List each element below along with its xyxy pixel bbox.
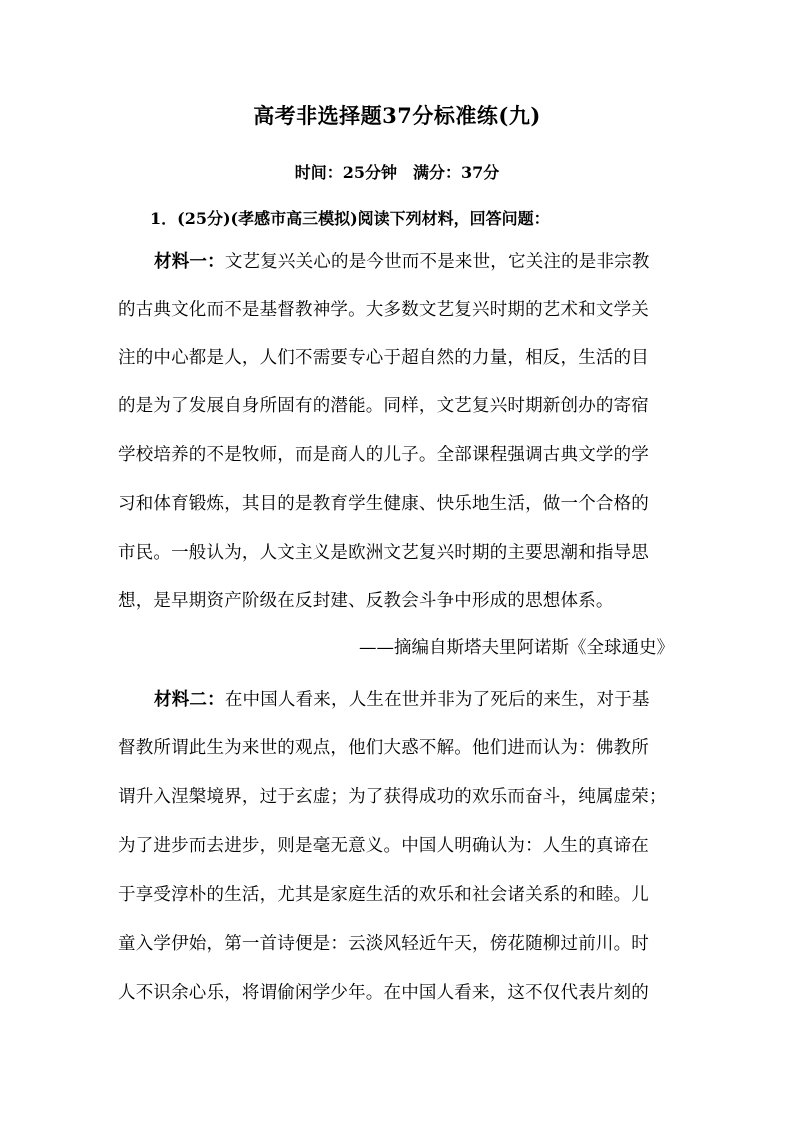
material1-source: ——摘编自斯塔夫里阿诺斯《全球通史》 bbox=[359, 638, 674, 658]
material1-label: 材料一： bbox=[154, 252, 225, 272]
material2-line-7: 人不识余心乐，将谓偷闲学少年。在中国人看来，这不仅代表片刻的 bbox=[118, 983, 649, 1003]
material2-line-6: 童入学伊始，第一首诗便是：云淡风轻近午天，傍花随柳过前川。时 bbox=[118, 934, 649, 954]
material2-text: 在中国人看来，人生在世并非为了死后的来生，对于基 bbox=[224, 690, 650, 710]
material1-line-6: 习和体育锻炼，其目的是教育学生健康、快乐地生活，做一个合格的 bbox=[118, 494, 649, 514]
material1-line-3: 注的中心都是人，人们不需要专心于超自然的力量，相反，生活的目 bbox=[118, 348, 649, 368]
page-title: 高考非选择题37分标准练(九) bbox=[253, 103, 541, 128]
material2-label: 材料二： bbox=[154, 690, 225, 710]
question-header: 1．(25分)(孝感市高三模拟)阅读下列材料，回答问题： bbox=[150, 209, 550, 228]
material1-text: 文艺复兴关心的是今世而不是来世，它关注的是非宗教 bbox=[224, 252, 650, 272]
material1-line-7: 市民。一般认为，人文主义是欧洲文艺复兴时期的主要思潮和指导思 bbox=[118, 543, 649, 563]
material2-line-4: 为了进步而去进步，则是毫无意义。中国人明确认为：人生的真谛在 bbox=[118, 836, 649, 856]
material2-line-3: 谓升入涅槃境界，过于玄虚；为了获得成功的欢乐而奋斗，纯属虚荣； bbox=[118, 787, 667, 807]
material1-line-2: 的古典文化而不是基督教神学。大多数文艺复兴时期的艺术和文学关 bbox=[118, 300, 649, 320]
material1-line-4: 的是为了发展自身所固有的潜能。同样，文艺复兴时期新创办的寄宿 bbox=[118, 396, 649, 416]
time-score-info: 时间：25分钟 满分：37分 bbox=[294, 163, 500, 182]
material2-line-1 bbox=[154, 686, 650, 711]
material1-line-5: 学校培养的不是牧师，而是商人的儿子。全部课程强调古典文学的学 bbox=[118, 445, 649, 465]
material1-line-1 bbox=[154, 248, 650, 273]
material1-line-8: 想，是早期资产阶级在反封建、反教会斗争中形成的思想体系。 bbox=[118, 591, 614, 611]
material2-line-5: 于享受淳朴的生活，尤其是家庭生活的欢乐和社会诸关系的和睦。儿 bbox=[118, 885, 649, 905]
material2-line-2: 督教所谓此生为来世的观点，他们大惑不解。他们进而认为：佛教所 bbox=[118, 738, 649, 758]
